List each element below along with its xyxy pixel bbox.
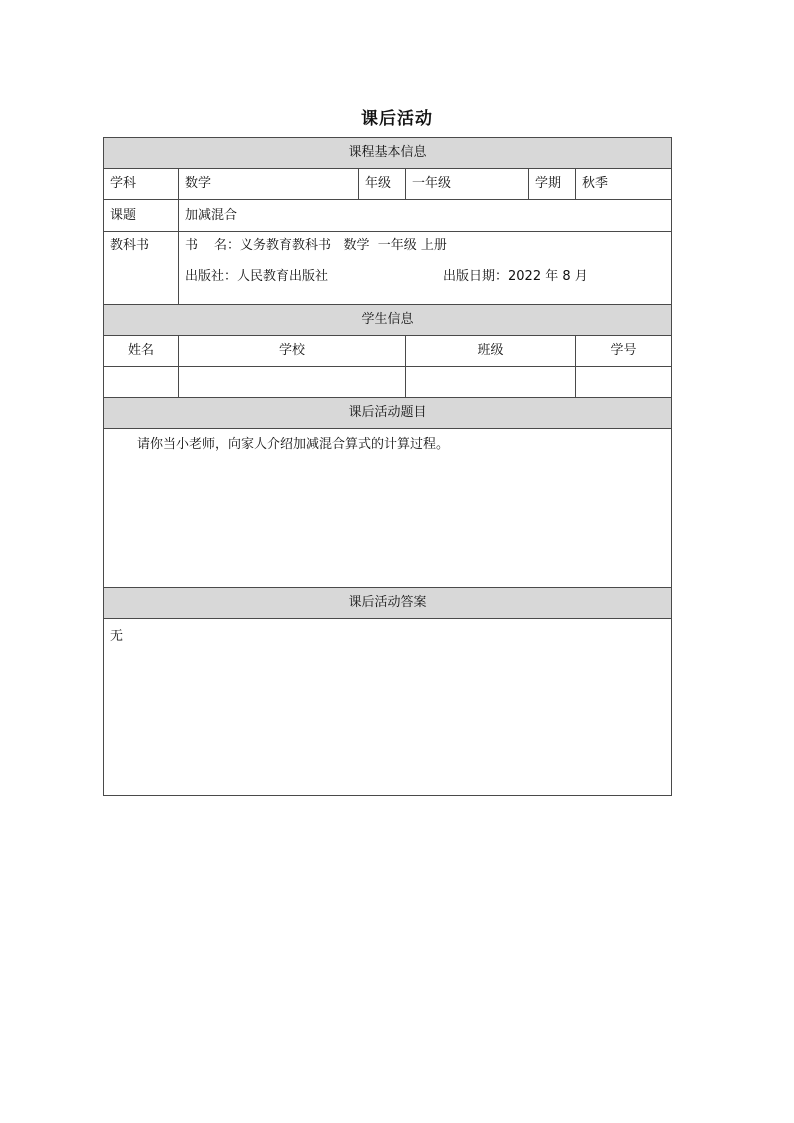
section-header-question: 课后活动题目 [104,398,672,429]
student-values-row [104,367,672,398]
textbook-details [179,232,672,305]
subject-value: 数学 [179,169,359,200]
book-grade: 一年级 [377,238,417,253]
pub-date-value: 2022 年 8 月 [508,269,588,284]
student-school-field[interactable] [179,367,406,398]
section-header-basic-row [104,138,672,169]
book-name-line [185,238,665,269]
subject-row [104,169,672,200]
book-name-value: 义务教育教科书 [240,238,332,253]
section-header-answer: 课后活动答案 [104,588,672,619]
student-class-field[interactable] [406,367,576,398]
answer-text: 无 [104,619,672,796]
topic-row [104,200,672,232]
section-header-student: 学生信息 [104,305,672,336]
term-value: 秋季 [576,169,672,200]
student-id-field[interactable] [576,367,672,398]
grade-value: 一年级 [406,169,529,200]
page-title: 课后活动 [361,109,433,129]
question-row [104,429,672,588]
subject-label: 学科 [104,169,179,200]
student-header-row [104,336,672,367]
publisher-label: 出版社： [185,269,238,284]
student-name-field[interactable] [104,367,179,398]
question-text: 请你当小老师，向家人介绍加减混合算式的计算过程。 [104,429,672,588]
book-name-label: 书 [185,238,199,253]
student-school-header: 学校 [179,336,406,367]
section-header-student-row [104,305,672,336]
grade-label: 年级 [359,169,406,200]
section-header-question-row [104,398,672,429]
student-id-header: 学号 [576,336,672,367]
term-label: 学期 [529,169,576,200]
topic-value: 加减混合 [179,200,672,232]
student-name-header: 姓名 [104,336,179,367]
section-header-basic: 课程基本信息 [104,138,672,169]
textbook-label: 教科书 [104,232,179,305]
topic-label: 课题 [104,200,179,232]
pub-date-label: 出版日期： [443,269,509,284]
student-class-header: 班级 [406,336,576,367]
section-header-answer-row [104,588,672,619]
book-subject: 数学 [343,238,370,253]
book-name-label-2: 名： [214,238,241,253]
publisher-line [185,269,665,300]
publisher-value: 人民教育出版社 [237,269,329,284]
textbook-row [104,232,672,305]
answer-row [104,619,672,796]
activity-form [103,137,672,796]
book-volume: 上册 [420,238,447,253]
